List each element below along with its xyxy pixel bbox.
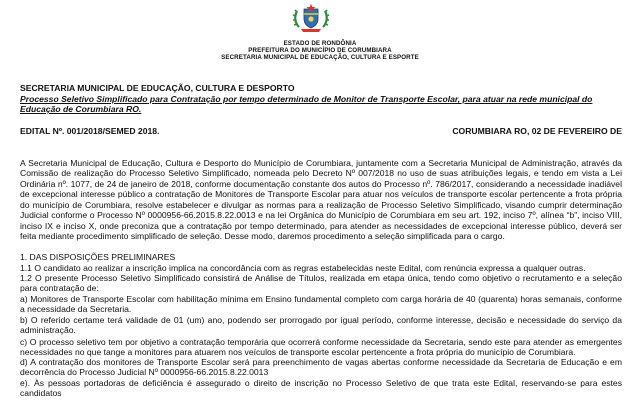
item-1-2: 1.2 O presente Processo Seletivo Simplificado consistirá de Análise de Títulos, realizada em etapa única, tendo como objetivo o recrutamento e a seleção para contratação de: [20,273,622,294]
item-e: e). Às pessoas portadoras de deficiência é assegurado o direito de inscrição no Processo Seletivo de que trata este Edital, reservando-se para estes candidatos [20,378,622,399]
item-1-1: 1.1 O candidato ao realizar a inscrição implica na concordância com as regras estabelecidas neste Edital, com renúncia expressa a qualquer outras. [20,262,586,273]
subject-title: Processo Seletivo Simplificado para Contratação por tempo determinado de Monitor de Transporte Escolar, para atuar na rede municipal do Educação de Corumbiara RO. [20,94,593,115]
item-c: c) O processo seletivo tem por objetivo a contratação temporária que ocorrerá conforme necessidade da Secretaria, sendo este para atender as emergentes necessidades no que tange a monitores para atuarem nos veículos de transporte escolar pertencente a frota própria do município de Corumbiara. [20,336,622,357]
letterhead-prefecture: PREFEITURA DO MUNICÍPIO DE CORUMBIARA [248,47,392,54]
coat-of-arms-icon [292,3,330,33]
edital-place-date: CORUMBIARA RO, 02 DE FEVEREIRO DE [452,126,622,136]
item-b: b) O referido certame terá validade de 01 (um) ano, podendo ser prorrogado por igual período, conforme interesse, decisão e necessidade do serviço da administração. [20,315,622,336]
section-heading-1: 1. DAS DISPOSIÇÕES PRELIMINARES [20,252,176,262]
edital-number: EDITAL Nº. 001/2018/SEMED 2018. [20,126,160,136]
letterhead-secretariat: SECRETARIA MUNICIPAL DE EDUCAÇÃO, CULTURA E ESPORTE [221,54,419,61]
intro-paragraph: A Secretaria Municipal de Educação, Cultura e Desporto do Município de Corumbiara, juntamente com a Secretaria Municipal de Administração, através da Comissão de realização do Processo Seletivo Simplificado, nomeada pelo Decreto Nº 007/2018 no uso de suas atribuições legais, e tendo em vista a Lei Ordinária nº. 1077, de 24 de janeiro de 2018, conforme documentação constante dos autos do Processo nº. 786/2017, considerando a necessidade inadiável de excepcional interesse público a contratação de Monitores de Transporte Escolar para atuar nos veículos de transporte escolar pertencente a frota própria do município de Corumbiara, resolve estabelecer e divulgar as normas para a realização de Processo Seletivo Simplificado, visando cumprir determinação Judicial conforme o Processo Nº 0000956-66.2015.8.22.0013 e na lei Orgânica do Município de Corumbiara em seu art. 192, inciso 7º, alínea “b”, inciso VIII, inciso IX e inciso X, onde preconiza que a contratação por tempo determinado, para atender as necessidades de excepcional interesse público, deverá ser feita mediante procedimento simplificado de seleção. Desse modo, daremos procedimento a seleção simplificada para o cargo. [20,158,622,242]
letterhead-state: ESTADO DE RONDÔNIA [283,40,357,47]
item-d: d) A contratação dos monitores de Transporte Escolar será para preenchimento de vagas abertas conforme necessidade da Secretaria de Educação e em decorrência do Processo Judicial Nº 0000956-66.2015.8.22.0013 [20,357,622,378]
item-a: a) Monitores de Transporte Escolar com habilitação mínima em Ensino fundamental completo com carga horária de 40 (quarenta) horas semanais, conforme a necessidade da Secretaria. [20,294,622,315]
department-heading: SECRETARIA MUNICIPAL DE EDUCAÇÃO, CULTURA E DESPORTO [20,83,295,93]
